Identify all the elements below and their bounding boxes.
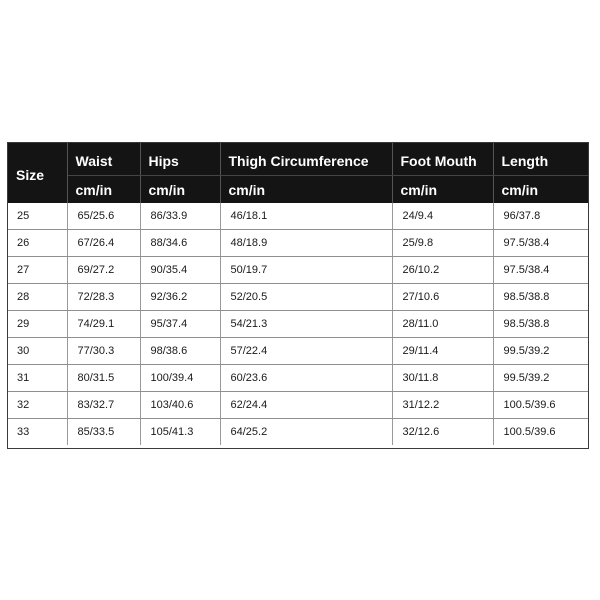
header-foot-mouth-unit: cm/in bbox=[392, 176, 493, 204]
header-thigh-circumference-unit: cm/in bbox=[220, 176, 392, 204]
cell-length: 98.5/38.8 bbox=[493, 311, 588, 338]
cell-waist: 72/28.3 bbox=[67, 284, 140, 311]
table-row bbox=[8, 419, 588, 446]
header-length: Length bbox=[493, 143, 588, 176]
cell-thigh: 52/20.5 bbox=[220, 284, 392, 311]
cell-thigh: 60/23.6 bbox=[220, 365, 392, 392]
cell-foot-mouth: 27/10.6 bbox=[392, 284, 493, 311]
cell-thigh: 57/22.4 bbox=[220, 338, 392, 365]
cell-hips: 100/39.4 bbox=[140, 365, 220, 392]
cell-waist: 83/32.7 bbox=[67, 392, 140, 419]
table-row bbox=[8, 311, 588, 338]
table-row bbox=[8, 338, 588, 365]
cell-foot-mouth: 24/9.4 bbox=[392, 203, 493, 230]
cell-length: 99.5/39.2 bbox=[493, 365, 588, 392]
cell-hips: 90/35.4 bbox=[140, 257, 220, 284]
header-hips: Hips bbox=[140, 143, 220, 176]
cell-waist: 67/26.4 bbox=[67, 230, 140, 257]
cell-thigh: 46/18.1 bbox=[220, 203, 392, 230]
cell-size: 32 bbox=[8, 392, 67, 419]
cell-size: 26 bbox=[8, 230, 67, 257]
header-hips-unit: cm/in bbox=[140, 176, 220, 204]
cell-hips: 88/34.6 bbox=[140, 230, 220, 257]
cell-size: 28 bbox=[8, 284, 67, 311]
cell-size: 30 bbox=[8, 338, 67, 365]
header-row-units bbox=[8, 176, 588, 204]
table-row bbox=[8, 203, 588, 230]
cell-waist: 69/27.2 bbox=[67, 257, 140, 284]
cell-length: 98.5/38.8 bbox=[493, 284, 588, 311]
header-foot-mouth: Foot Mouth bbox=[392, 143, 493, 176]
cell-length: 96/37.8 bbox=[493, 203, 588, 230]
size-chart-table bbox=[8, 143, 588, 445]
cell-size: 29 bbox=[8, 311, 67, 338]
table-row bbox=[8, 257, 588, 284]
cell-size: 27 bbox=[8, 257, 67, 284]
header-size: Size bbox=[8, 143, 67, 203]
cell-waist: 80/31.5 bbox=[67, 365, 140, 392]
cell-hips: 103/40.6 bbox=[140, 392, 220, 419]
cell-length: 100.5/39.6 bbox=[493, 392, 588, 419]
header-waist-unit: cm/in bbox=[67, 176, 140, 204]
header-row-names bbox=[8, 143, 588, 176]
cell-length: 100.5/39.6 bbox=[503, 426, 556, 438]
cell-hips: 95/37.4 bbox=[140, 311, 220, 338]
cell-size: 31 bbox=[8, 365, 67, 392]
cell-thigh: 48/18.9 bbox=[220, 230, 392, 257]
cell-length: 99.5/39.2 bbox=[493, 338, 588, 365]
cell-hips: 98/38.6 bbox=[140, 338, 220, 365]
cell-thigh: 50/19.7 bbox=[220, 257, 392, 284]
cell-hips: 86/33.9 bbox=[140, 203, 220, 230]
cell-waist: 85/33.5 bbox=[67, 419, 140, 446]
cell-foot-mouth: 26/10.2 bbox=[392, 257, 493, 284]
cell-foot-mouth: 28/11.0 bbox=[392, 311, 493, 338]
cell-length: 97.5/38.4 bbox=[493, 257, 588, 284]
table-row bbox=[8, 392, 588, 419]
cell-size: 33 bbox=[8, 419, 67, 446]
cell-thigh: 62/24.4 bbox=[220, 392, 392, 419]
cell-waist: 65/25.6 bbox=[67, 203, 140, 230]
cell-size: 25 bbox=[8, 203, 67, 230]
cell-hips: 105/41.3 bbox=[140, 419, 220, 446]
cell-foot-mouth: 29/11.4 bbox=[392, 338, 493, 365]
cell-thigh: 64/25.2 bbox=[220, 419, 392, 446]
cell-foot-mouth: 30/11.8 bbox=[392, 365, 493, 392]
header-waist: Waist bbox=[67, 143, 140, 176]
cell-foot-mouth: 31/12.2 bbox=[392, 392, 493, 419]
cell-hips: 92/36.2 bbox=[140, 284, 220, 311]
cell-foot-mouth: 32/12.6 bbox=[392, 419, 493, 446]
cell-waist: 77/30.3 bbox=[67, 338, 140, 365]
header-length-unit: cm/in bbox=[493, 176, 588, 204]
cell-foot-mouth: 25/9.8 bbox=[392, 230, 493, 257]
table-row bbox=[8, 230, 588, 257]
cell-thigh: 54/21.3 bbox=[220, 311, 392, 338]
cell-waist: 74/29.1 bbox=[67, 311, 140, 338]
table-row bbox=[8, 284, 588, 311]
table-row bbox=[8, 365, 588, 392]
header-thigh-circumference: Thigh Circumference bbox=[220, 143, 392, 176]
cell-length: 97.5/38.4 bbox=[493, 230, 588, 257]
